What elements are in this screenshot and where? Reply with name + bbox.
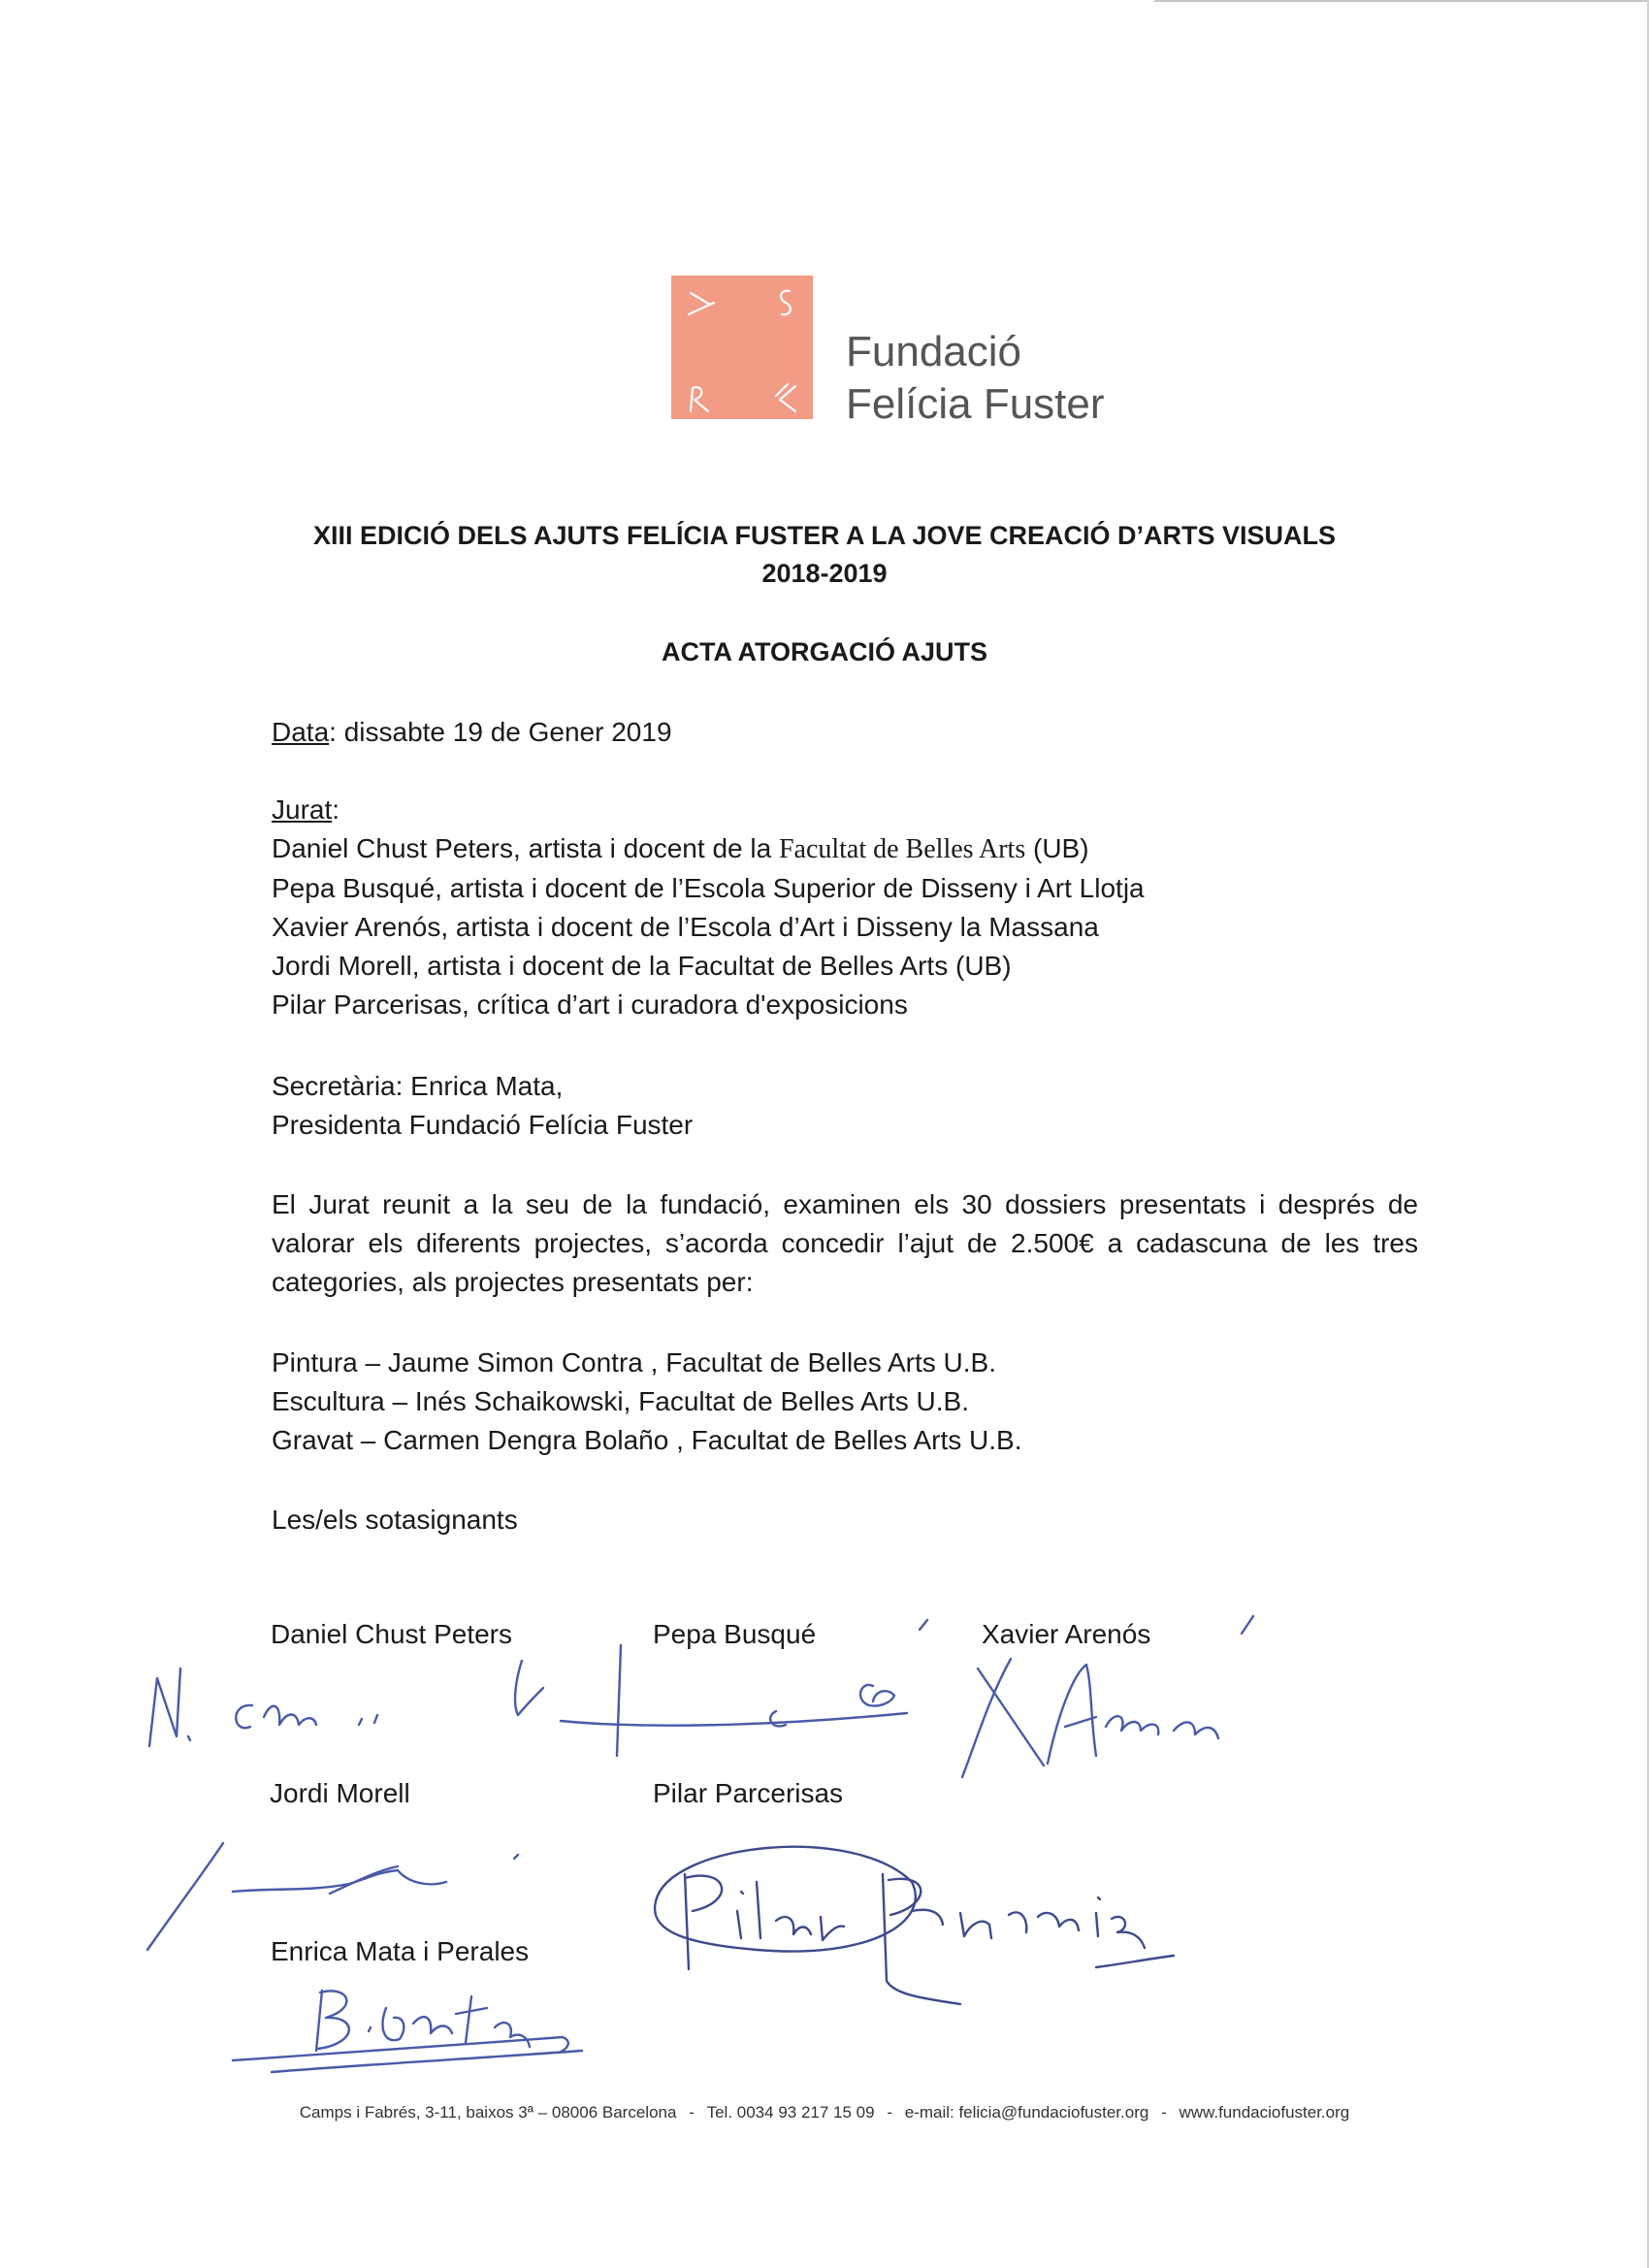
secretary-line: Secretària: Enrica Mata, bbox=[272, 1071, 564, 1101]
jury-block: Jurat: Daniel Chust Peters, artista i docent de la Facultat de Belles Arts (UB) Pepa Busqué, artista i docent de l’Escola Superior de Disseny i Art Llotja Xavier Arenós, artista i docent de l’Escola d’Art i Disseny la Massana Jordi Morell, artista i docent de la Facultat de Belles Arts (UB) Pilar Parcerisas, crítica d’art i curadora d'exposicions bbox=[272, 791, 1416, 1024]
jury-member: Jordi Morell, artista i docent de la Facultat de Belles Arts (UB) bbox=[272, 951, 1012, 981]
signature-arenos bbox=[951, 1610, 1271, 1780]
signature-morell bbox=[136, 1824, 543, 1960]
jury-member: Pilar Parcerisas, crítica d’art i curadora d'exposicions bbox=[272, 989, 908, 1020]
award-item: Pintura – Jaume Simon Contra , Facultat de Belles Arts U.B. bbox=[272, 1347, 997, 1377]
logo-line-1: Fundació bbox=[846, 328, 1022, 375]
signatory-name: Pilar Parcerisas bbox=[653, 1778, 844, 1808]
award-item: Gravat – Carmen Dengra Bolaño , Facultat de Belles Arts U.B. bbox=[272, 1425, 1022, 1455]
signatories-intro: Les/els sotasignants bbox=[272, 1505, 518, 1535]
logo-mark bbox=[671, 275, 813, 419]
footer-website[interactable]: www.fundaciofuster.org bbox=[1179, 2103, 1350, 2122]
resolution-paragraph: El Jurat reunit a la seu de la fundació, examinen els 30 dossiers presentats i després de valorar els diferents projectes, s’acorda concedir l’ajut de 2.500€ a cadascuna de les tres categories, als projectes presentats per: bbox=[272, 1189, 1418, 1297]
footer-separator: - bbox=[1161, 2103, 1167, 2122]
signature-mata bbox=[223, 1969, 592, 2095]
footer-separator: - bbox=[689, 2103, 695, 2122]
jury-member: Daniel Chust Peters, artista i docent de la Facultat de Belles Arts (UB) bbox=[272, 833, 1089, 864]
logo-wordmark bbox=[846, 326, 1105, 431]
logo-line-2: Felícia Fuster bbox=[846, 380, 1105, 428]
signatory-name: Daniel Chust Peters bbox=[271, 1619, 513, 1649]
date-label: Data bbox=[272, 717, 330, 747]
date-block bbox=[272, 713, 1416, 752]
awards-list bbox=[272, 1344, 1416, 1460]
signatory-name: Enrica Mata i Perales bbox=[271, 1936, 530, 1966]
document-years: 2018-2019 bbox=[761, 559, 888, 588]
secretary-role: Presidenta Fundació Felícia Fuster bbox=[272, 1110, 694, 1140]
document-subtitle: ACTA ATORGACIÓ AJUTS bbox=[662, 637, 987, 666]
footer-contact bbox=[0, 2103, 1649, 2122]
jury-member: Xavier Arenós, artista i docent de l’Escola d’Art i Disseny la Massana bbox=[272, 912, 1099, 942]
signature-parcerisas bbox=[640, 1824, 1183, 2018]
footer-phone: Tel. 0034 93 217 15 09 bbox=[706, 2103, 875, 2122]
scan-edge bbox=[1154, 0, 1649, 2]
signatory-name: Pepa Busqué bbox=[653, 1619, 817, 1649]
jury-label: Jurat bbox=[272, 794, 333, 825]
secretary-block bbox=[272, 1067, 1416, 1145]
signatory-name: Jordi Morell bbox=[270, 1778, 410, 1808]
jury-member: Pepa Busqué, artista i docent de l’Escola Superior de Disseny i Art Llotja bbox=[272, 873, 1145, 903]
document-title: XIII EDICIÓ DELS AJUTS FELÍCIA FUSTER A LA JOVE CREACIÓ D’ARTS VISUALS bbox=[312, 521, 1337, 550]
award-item: Escultura – Inés Schaikowski, Facultat de Belles Arts U.B. bbox=[272, 1386, 969, 1416]
footer-address: Camps i Fabrés, 3-11, baixos 3ª – 08006 Barcelona bbox=[299, 2103, 677, 2122]
footer-separator: - bbox=[887, 2103, 892, 2122]
date-value: : dissabte 19 de Gener 2019 bbox=[329, 717, 672, 747]
foundation-logo bbox=[671, 275, 813, 419]
signatory-name: Xavier Arenós bbox=[982, 1619, 1151, 1649]
footer-email[interactable]: e-mail: felicia@fundaciofuster.org bbox=[904, 2103, 1149, 2122]
signature-chust-busque bbox=[136, 1610, 931, 1775]
